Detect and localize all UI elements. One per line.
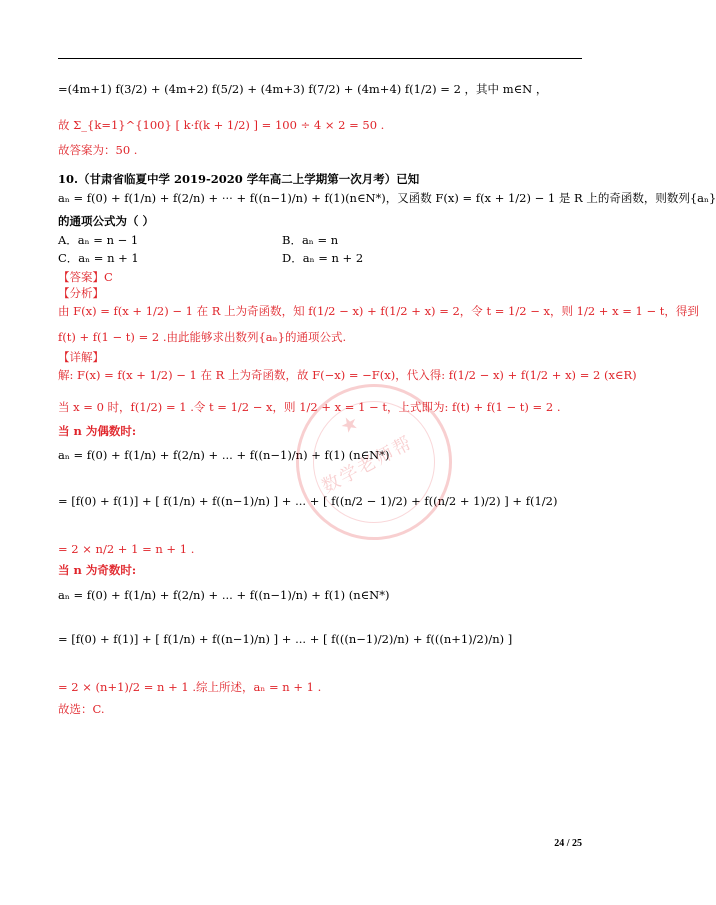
text-line-l4: 10.（甘肃省临夏中学 2019-2020 学年高二上学期第一次月考）已知 bbox=[58, 172, 420, 186]
text-line-l3: 故答案为：50 . bbox=[58, 143, 138, 157]
text-line-l9: 由 F(x) = f(x + 1/2) − 1 在 R 上为奇函数，知 f(1/2 − x) + f(1/2 + x) = 2，令 t = 1/2 − x，则 1/2 + x = 1 − t，得到 bbox=[58, 304, 699, 318]
option-b: B．aₙ = n bbox=[282, 233, 339, 247]
text-line-l2: 故 Σ_{k=1}^{100} [ k·f(k + 1/2) ] = 100 ÷ 4 × 2 = 50 . bbox=[58, 118, 385, 132]
text-line-l8: 【分析】 bbox=[58, 286, 104, 300]
option-c: C．aₙ = n + 1 bbox=[58, 251, 139, 265]
text-line-l22: 故选：C. bbox=[58, 702, 105, 716]
option-d: D．aₙ = n + 2 bbox=[282, 251, 364, 265]
text-line-l20: = [f(0) + f(1)] + [ f(1/n) + f((n−1)/n) ] + ... + [ f(((n−1)/2)/n) + f(((n+1)/2)/n) ] bbox=[58, 632, 513, 646]
text-line-l7: 【答案】C bbox=[58, 270, 113, 284]
text-line-l17: = 2 × n/2 + 1 = n + 1 . bbox=[58, 542, 195, 556]
watermark-text: 数学老师帮 bbox=[318, 432, 417, 498]
text-line-l1: =(4m+1) f(3/2) + (4m+2) f(5/2) + (4m+3) f(7/2) + (4m+4) f(1/2) = 2 ，其中 m∈N ， bbox=[58, 82, 548, 96]
option-a: A．aₙ = n − 1 bbox=[58, 233, 139, 247]
text-line-l12: 解: F(x) = f(x + 1/2) − 1 在 R 上为奇函数，故 F(−x) = −F(x)，代入得: f(1/2 − x) + f(1/2 + x) = 2 (x∈R) bbox=[58, 368, 637, 382]
text-line-l6: 的通项公式为（ ） bbox=[58, 214, 155, 228]
text-line-l19: aₙ = f(0) + f(1/n) + f(2/n) + ... + f((n−1)/n) + f(1) (n∈N*) bbox=[58, 588, 390, 602]
text-line-l5: aₙ = f(0) + f(1/n) + f(2/n) + ··· + f((n−1)/n) + f(1)(n∈N*)，又函数 F(x) = f(x + 1/2) − 1 是 R 上的奇函数，则数列{aₙ} bbox=[58, 191, 716, 205]
page-number: 24 / 25 bbox=[554, 838, 582, 849]
text-line-l15: aₙ = f(0) + f(1/n) + f(2/n) + ... + f((n−1)/n) + f(1) (n∈N*) bbox=[58, 448, 390, 462]
text-line-l21: = 2 × (n+1)/2 = n + 1 .综上所述，aₙ = n + 1 . bbox=[58, 680, 322, 694]
text-line-l14: 当 n 为偶数时: bbox=[58, 424, 137, 438]
header-rule bbox=[58, 58, 582, 59]
text-line-l11: 【详解】 bbox=[58, 350, 104, 364]
text-line-l16: = [f(0) + f(1)] + [ f(1/n) + f((n−1)/n) ] + ... + [ f((n/2 − 1)/2) + f((n/2 + 1)/2) ] + f(1/2) bbox=[58, 494, 558, 508]
text-line-l13: 当 x = 0 时，f(1/2) = 1 .令 t = 1/2 − x，则 1/2 + x = 1 − t，上式即为: f(t) + f(1 − t) = 2 . bbox=[58, 400, 561, 414]
watermark-stamp: ★ 数学老师帮 bbox=[269, 357, 480, 568]
text-line-l18: 当 n 为奇数时: bbox=[58, 563, 137, 577]
text-line-l10: f(t) + f(1 − t) = 2 .由此能够求出数列{aₙ}的通项公式. bbox=[58, 330, 347, 344]
